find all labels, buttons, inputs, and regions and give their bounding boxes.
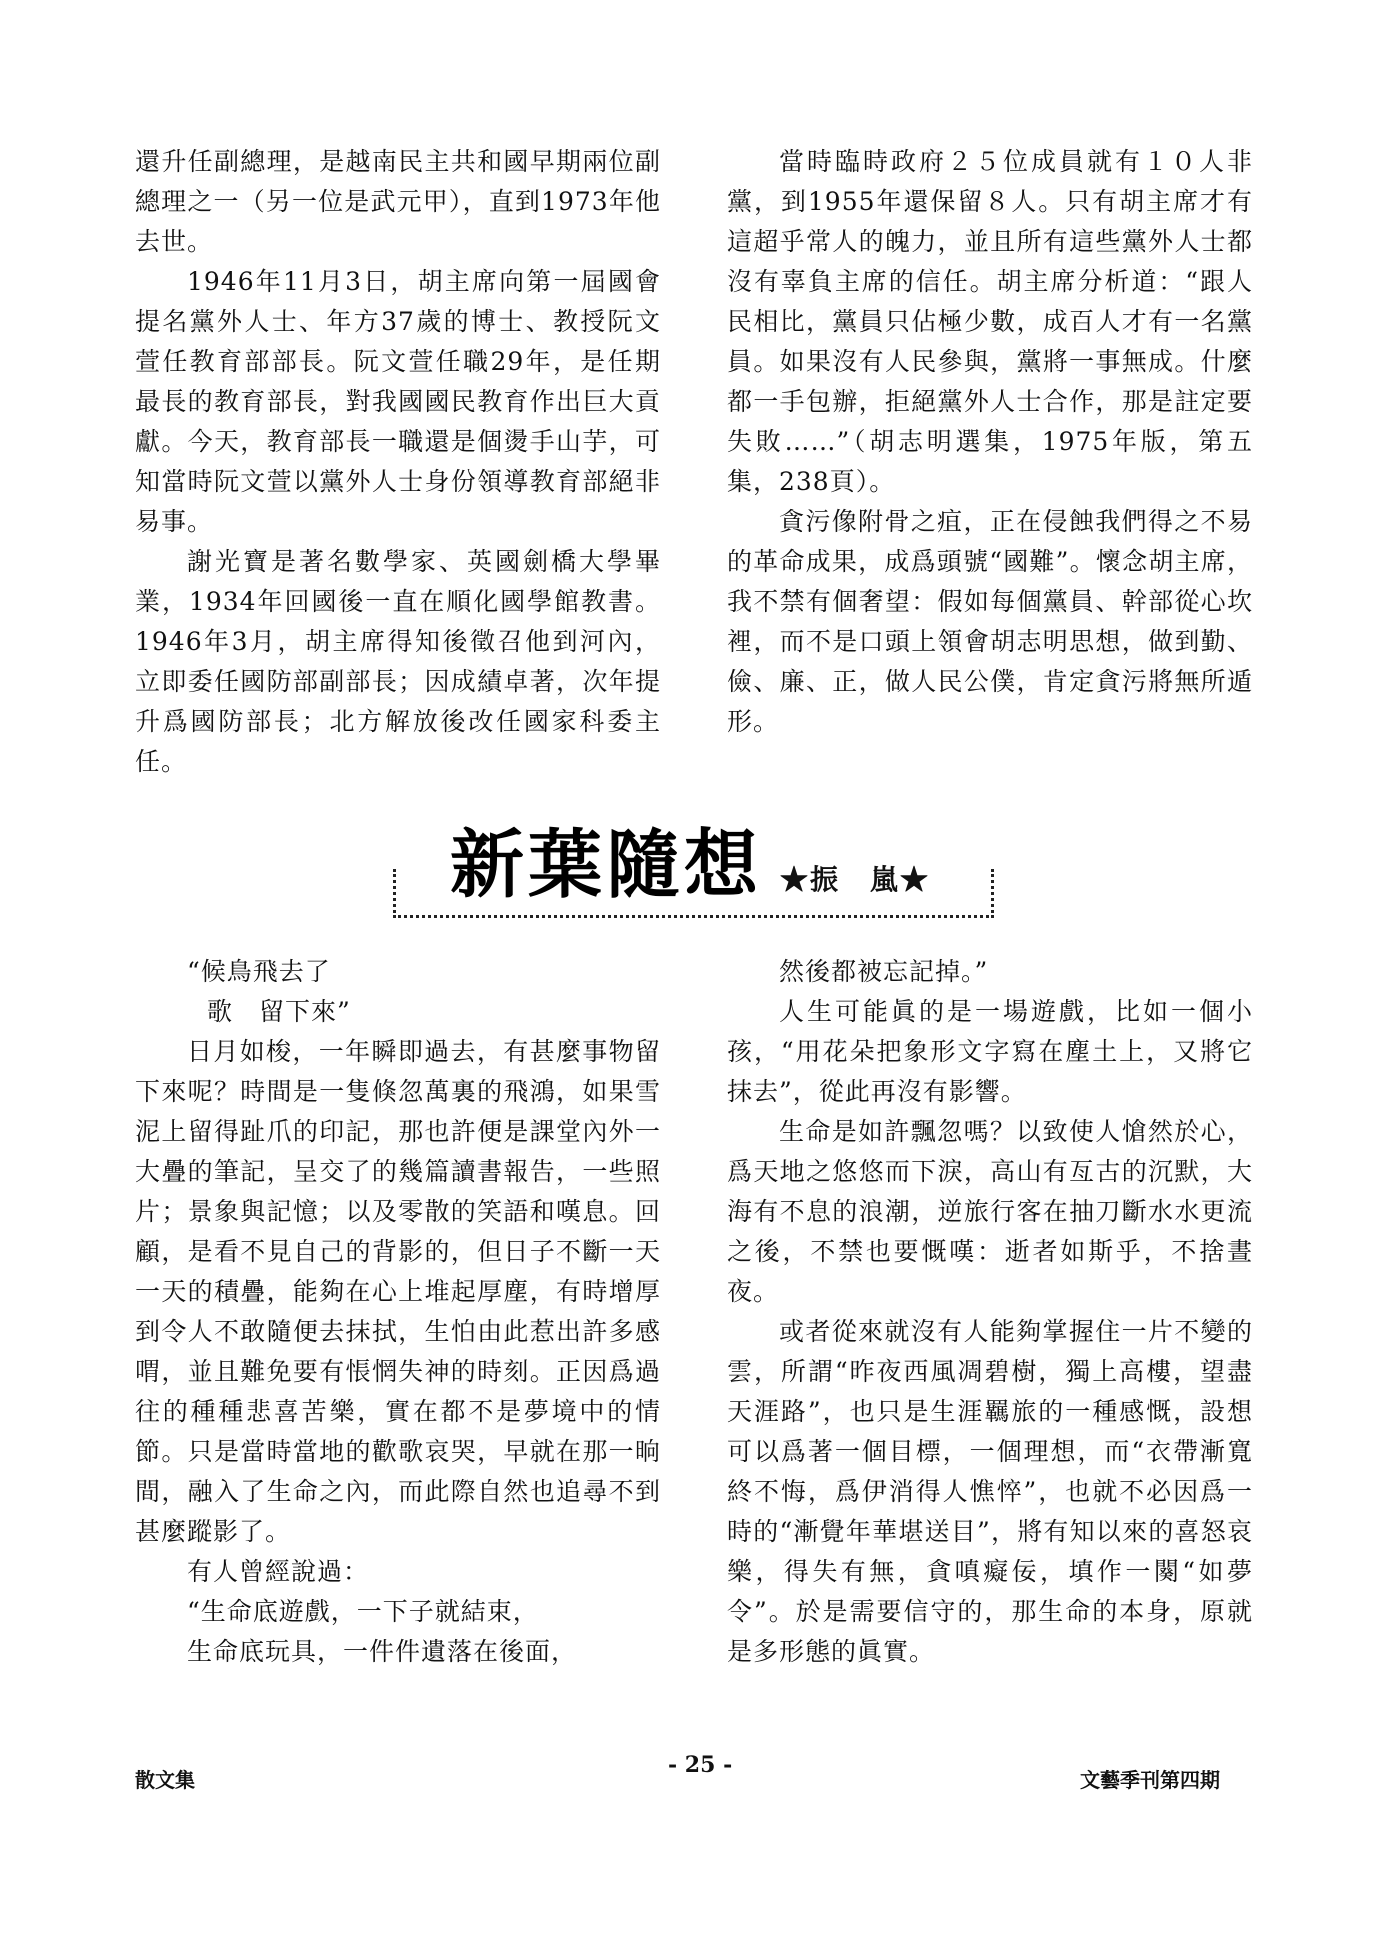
author-last: 嵐★ xyxy=(870,863,931,896)
paragraph: 1946年11月3日，胡主席向第一屆國會提名黨外人士、年方37歲的博士、教授阮文萱任教育部部長。阮文萱任職29年，是任期最長的教育部長，對我國國民教育作出巨大貢獻。今天，教育部長一職還是個燙手山芋，可知當時阮文萱以黨外人士身份領導教育部絕非易事。 xyxy=(135,267,661,536)
paragraph: 還升任副總理，是越南民主共和國早期兩位副總理之一（另一位是武元甲），直到1973年他去世。 xyxy=(135,147,661,256)
paragraph: 謝光寶是著名數學家、英國劍橋大學畢業，1934年回國後一直在順化國學館教書。1946年3月，胡主席得知後徵召他到河內，立即委任國防部副部長；因成績卓著，次年提升爲國防部長；北方解放後改任國家科委主任。 xyxy=(135,547,661,776)
footer-publication: 文藝季刊第四期 xyxy=(1080,1768,1220,1792)
paragraph: “候鳥飛去了 xyxy=(187,957,331,986)
footer-page-number: - 25 - xyxy=(668,1752,733,1778)
paragraph: 或者從來就沒有人能夠掌握住一片不變的雲，所謂“昨夜西風凋碧樹，獨上高樓，望盡天涯路”，也只是生涯羈旅的一種感慨，設想可以爲著一個目標，一個理想，而“衣帶漸寬終不悔，爲伊消得人憔悴”，也就不必因爲一時的“漸覺年華堪送目”，將有知以來的喜怒哀樂，得失有無，貪嗔癡佞，填作一闋“如夢令”。於是需要信守的，那生命的本身，原就是多形態的眞實。 xyxy=(727,1317,1253,1666)
essay-right-column xyxy=(727,952,1253,1672)
upper-article-right-column xyxy=(727,142,1253,742)
paragraph: 貪污像附骨之疽，正在侵蝕我們得之不易的革命成果，成爲頭號“國難”。懷念胡主席，我不禁有個奢望：假如每個黨員、幹部從心坎裡，而不是口頭上領會胡志明思想，做到勤、儉、廉、正，做人民公僕，肯定貪污將無所遁形。 xyxy=(727,507,1253,736)
footer-section-name: 散文集 xyxy=(135,1768,195,1792)
paragraph: 人生可能眞的是一場遊戲，比如一個小孩，“用花朵把象形文字寫在塵土上，又將它抹去”，從此再沒有影響。 xyxy=(727,997,1253,1106)
paragraph: “生命底遊戲，一下子就結束， xyxy=(187,1597,539,1626)
paragraph: 歌 留下來” xyxy=(207,997,351,1026)
upper-article-left-column xyxy=(135,142,661,782)
paragraph: 有人曾經說過： xyxy=(187,1557,370,1586)
essay-author xyxy=(780,858,930,898)
paragraph: 然後都被忘記掉。” xyxy=(779,957,989,986)
essay-left-column xyxy=(135,952,661,1672)
author-first: ★振 xyxy=(780,863,841,896)
essay-title: 新葉隨想 xyxy=(450,822,762,908)
paragraph: 當時臨時政府２５位成員就有１０人非黨，到1955年還保留８人。只有胡主席才有這超乎常人的魄力，並且所有這些黨外人士都沒有辜負主席的信任。胡主席分析道：“跟人民相比，黨員只佔極少數，成百人才有一名黨員。如果沒有人民參與，黨將一事無成。什麼都一手包辦，拒絕黨外人士合作，那是註定要失敗……”（胡志明選集，1975年版，第五集，238頁）。 xyxy=(727,147,1253,496)
paragraph: 日月如梭，一年瞬即過去，有甚麼事物留下來呢？時間是一隻倏忽萬裏的飛鴻，如果雪泥上留得趾爪的印記，那也許便是課堂內外一大疊的筆記，呈交了的幾篇讀書報告，一些照片；景象與記憶；以及零散的笑語和嘆息。回顧，是看不見自己的背影的，但日子不斷一天一天的積疊，能夠在心上堆起厚塵，有時增厚到令人不敢隨便去抹拭，生怕由此惹出許多感喟，並且難免要有悵惘失神的時刻。正因爲過往的種種悲喜苦樂，實在都不是夢境中的情節。只是當時當地的歡歌哀哭，早就在那一晌間，融入了生命之內，而此際自然也追尋不到甚麼蹤影了。 xyxy=(135,1037,661,1546)
paragraph: 生命底玩具，一件件遺落在後面， xyxy=(187,1637,578,1666)
paragraph: 生命是如許飄忽嗎？以致使人愴然於心，爲天地之悠悠而下淚，高山有亙古的沉默，大海有不息的浪潮，逆旅行客在抽刀斷水水更流之後，不禁也要慨嘆：逝者如斯乎，不捨晝夜。 xyxy=(727,1117,1253,1306)
